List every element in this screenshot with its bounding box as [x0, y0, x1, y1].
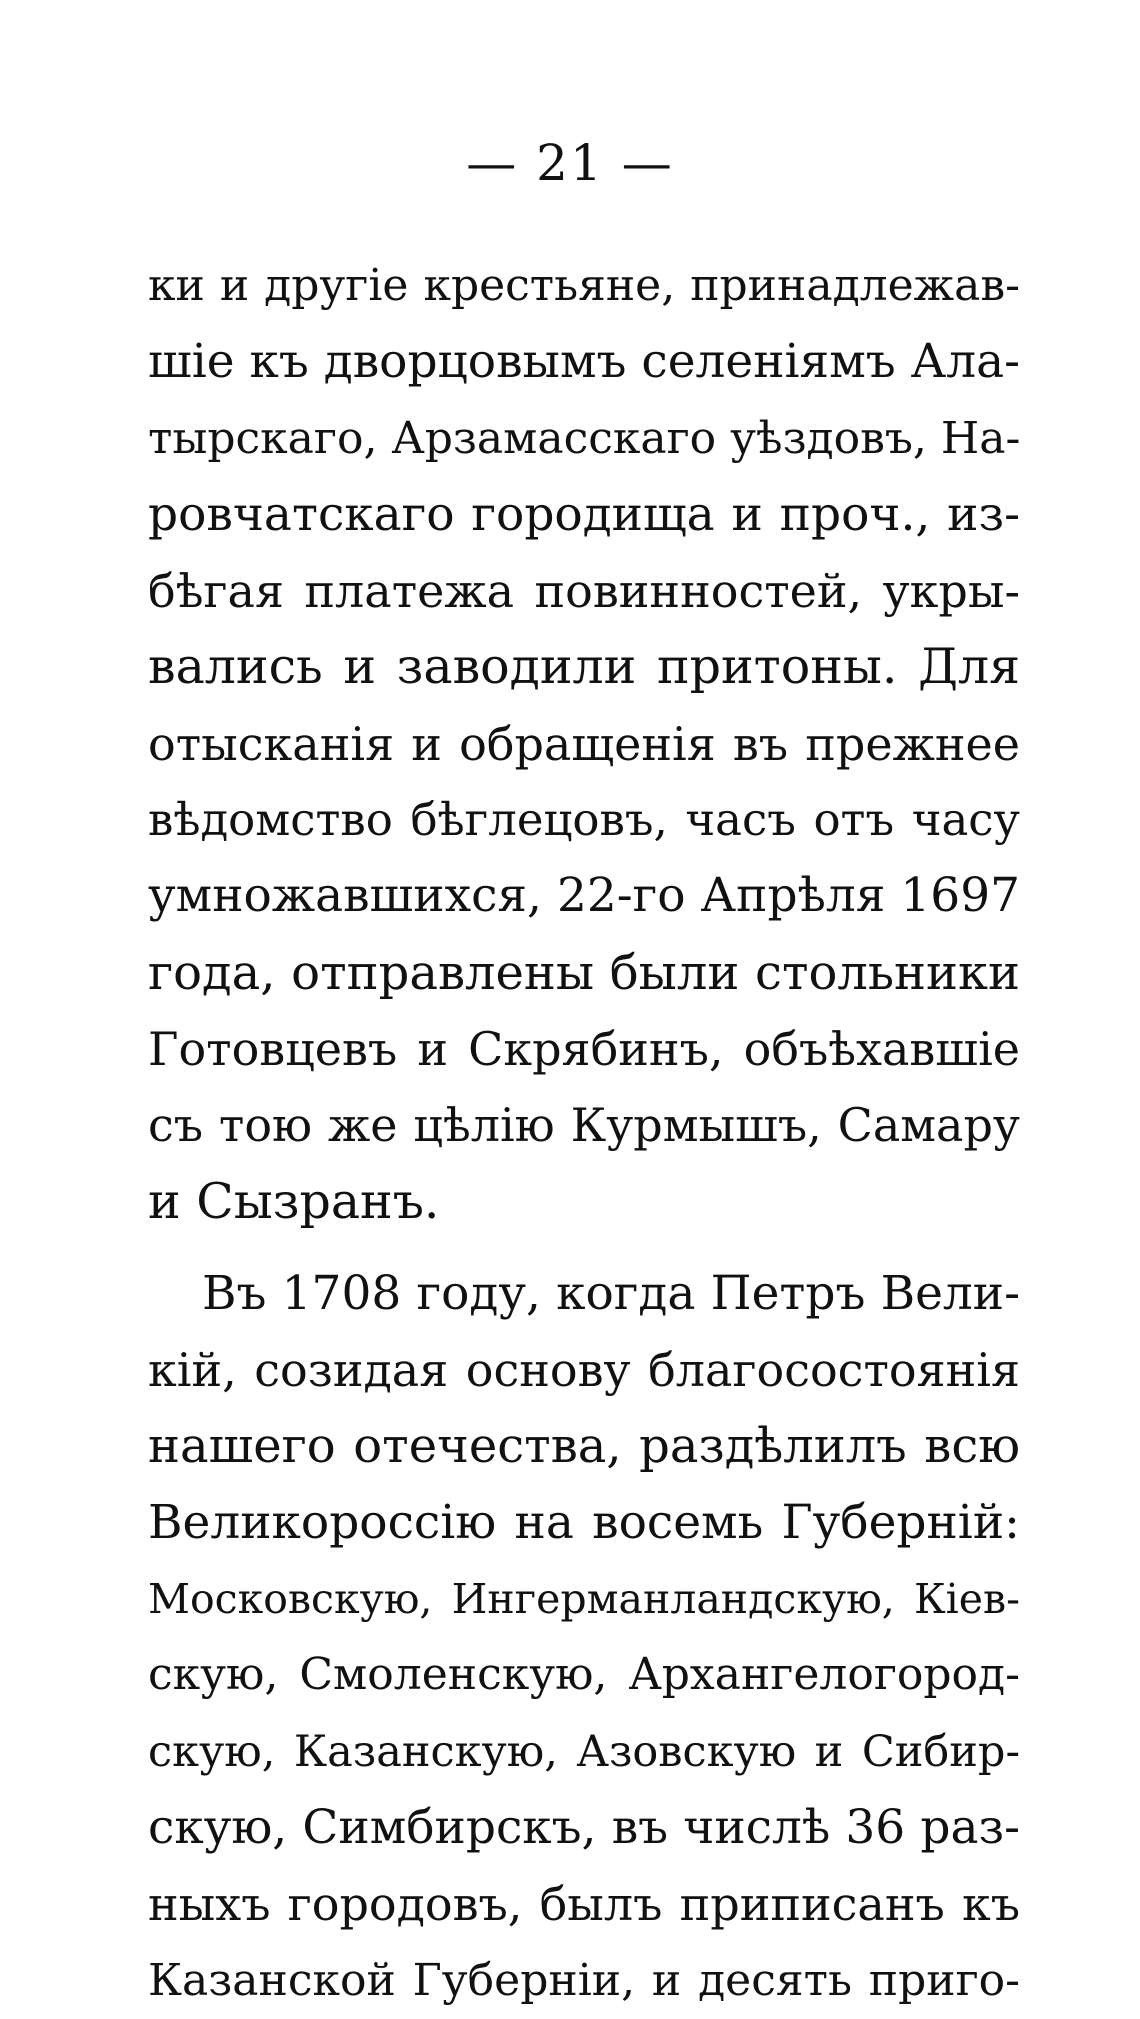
- text-line: скую, Смоленскую, Архангелогород-: [148, 1649, 1020, 1701]
- text-line: ки и другіе крестьяне, принадлежав-: [148, 260, 1020, 311]
- text-line: кій, созидая основу благосостоянія: [148, 1343, 1020, 1398]
- text-line: шіе къ дворцовымъ селеніямъ Ала-: [148, 334, 1020, 390]
- text-line: съ тою же цѣлію Курмышъ, Самару: [148, 1098, 1020, 1153]
- text-line: Въ 1708 году, когда Петръ Вели-: [202, 1265, 1020, 1321]
- text-line: Готовцевъ и Скрябинъ, объѣхавшіе: [148, 1021, 1020, 1076]
- text-line: Казанской Губерніи, и десять приго-: [148, 1954, 1020, 2006]
- text-line: вались и заводили притоны. Для: [148, 638, 1020, 696]
- paragraph-2: [148, 1256, 1020, 2019]
- text-line: нашего отечества, раздѣлилъ всю: [148, 1418, 1020, 1475]
- text-line: Московскую, Ингерманландскую, Кіев-: [148, 1575, 1020, 1624]
- page-number: — 21 —: [466, 134, 674, 192]
- text-line: вѣдомство бѣглецовъ, часъ отъ часу: [148, 793, 1020, 847]
- text-line: года, отправлены были стольники: [148, 944, 1020, 1001]
- text-line: Великороссію на восемь Губерній:: [148, 1494, 1020, 1550]
- text-line: и Сызранъ.: [148, 1172, 440, 1230]
- text-line: скую, Симбирскъ, въ числѣ 36 раз-: [148, 1799, 1020, 1855]
- text-line: скую, Казанскую, Азовскую и Сибир-: [148, 1726, 1020, 1777]
- text-line: ныхъ городовъ, былъ приписанъ къ: [148, 1877, 1020, 1932]
- text-line: ровчатскаго городища и проч., из-: [148, 486, 1020, 542]
- paragraph-gap: [148, 1240, 1020, 1256]
- text-line: бѣгая платежа повинностей, укры-: [148, 564, 1020, 619]
- text-line: отысканія и обращенія въ прежнее: [148, 716, 1020, 771]
- text-line: тырскаго, Арзамасскаго уѣздовъ, На-: [148, 412, 1021, 464]
- body-text: [148, 248, 1020, 2019]
- text-line: умножавшихся, 22-го Апрѣля 1697: [148, 868, 1020, 924]
- paragraph-1: [148, 248, 1020, 1240]
